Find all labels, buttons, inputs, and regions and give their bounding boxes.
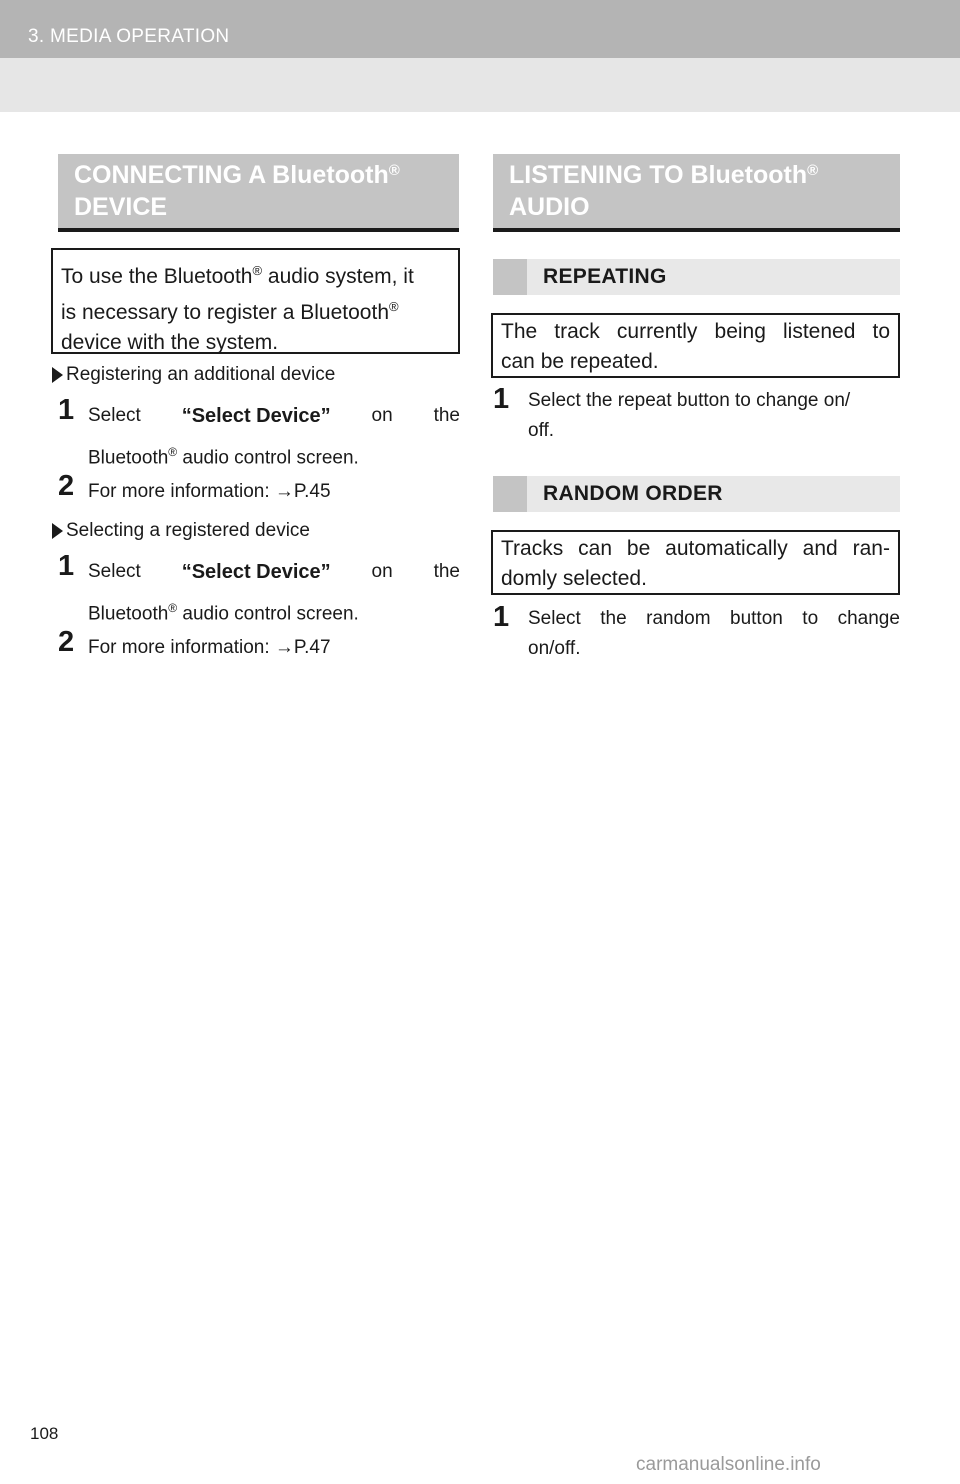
sub-heading-registering: Registering an additional device [52,363,335,387]
section-heading-listening [493,154,900,232]
step-item [58,550,460,632]
sub-heading-selecting: Selecting a registered device [52,519,310,543]
step-item: 2 For more information: →P.45 [58,470,331,502]
registered-mark: ® [807,162,819,179]
step-number: 2 [58,470,75,502]
step-number: 1 [493,601,510,633]
heading-text: DEVICE [74,193,168,221]
section-heading-connecting [58,154,459,232]
step-line: Select the repeat button to change on/ [528,390,851,411]
heading-marker [493,476,527,512]
watermark: carmanualsonline.info [636,1454,821,1475]
sub-heading-random: RANDOM ORDER [493,476,900,512]
button-reference: “Select Device” [181,561,331,583]
chapter-title: 3. MEDIA OPERATION [28,26,230,47]
step-number: 2 [58,626,75,658]
note-box-repeating [491,313,900,378]
note-box-random [491,530,900,595]
triangle-bullet-icon [52,367,63,383]
note-line: To use the Bluetooth® audio system, it [61,263,414,288]
step-number: 1 [58,394,75,426]
step-item [58,394,460,476]
registered-mark: ® [388,162,400,179]
note-line: device with the system. [61,331,279,354]
step-number: 1 [493,383,510,415]
heading-text: CONNECTING A Bluetooth [74,161,389,189]
note-box-connecting [51,248,460,354]
page-number: 108 [30,1424,59,1443]
step-item: 2 For more information: →P.47 [58,626,331,658]
step-line: Bluetooth® audio control screen. [88,601,359,625]
triangle-bullet-icon [52,523,63,539]
step-item [493,601,900,664]
sub-heading-repeating: REPEATING [493,259,900,295]
step-number: 1 [58,550,75,582]
step-line: Select the random button to change [528,608,900,629]
note-line: can be repeated. [501,350,659,373]
note-line: Tracks can be automatically and ran- [501,537,890,560]
heading-text: LISTENING TO Bluetooth [509,161,808,189]
step-line: on/off. [528,638,581,659]
note-line: domly selected. [501,567,647,590]
note-line: The track currently being listened to [501,320,890,343]
page-header [0,0,960,112]
note-line: is necessary to register a Bluetooth® [61,299,399,324]
step-item [493,383,900,446]
step-line: Bluetooth® audio control screen. [88,445,359,469]
heading-text: AUDIO [509,193,590,221]
step-line: Select “Select Device” on the [88,398,460,434]
step-line: off. [528,420,555,441]
heading-marker [493,259,527,295]
button-reference: “Select Device” [181,405,331,427]
step-line: Select “Select Device” on the [88,554,460,590]
